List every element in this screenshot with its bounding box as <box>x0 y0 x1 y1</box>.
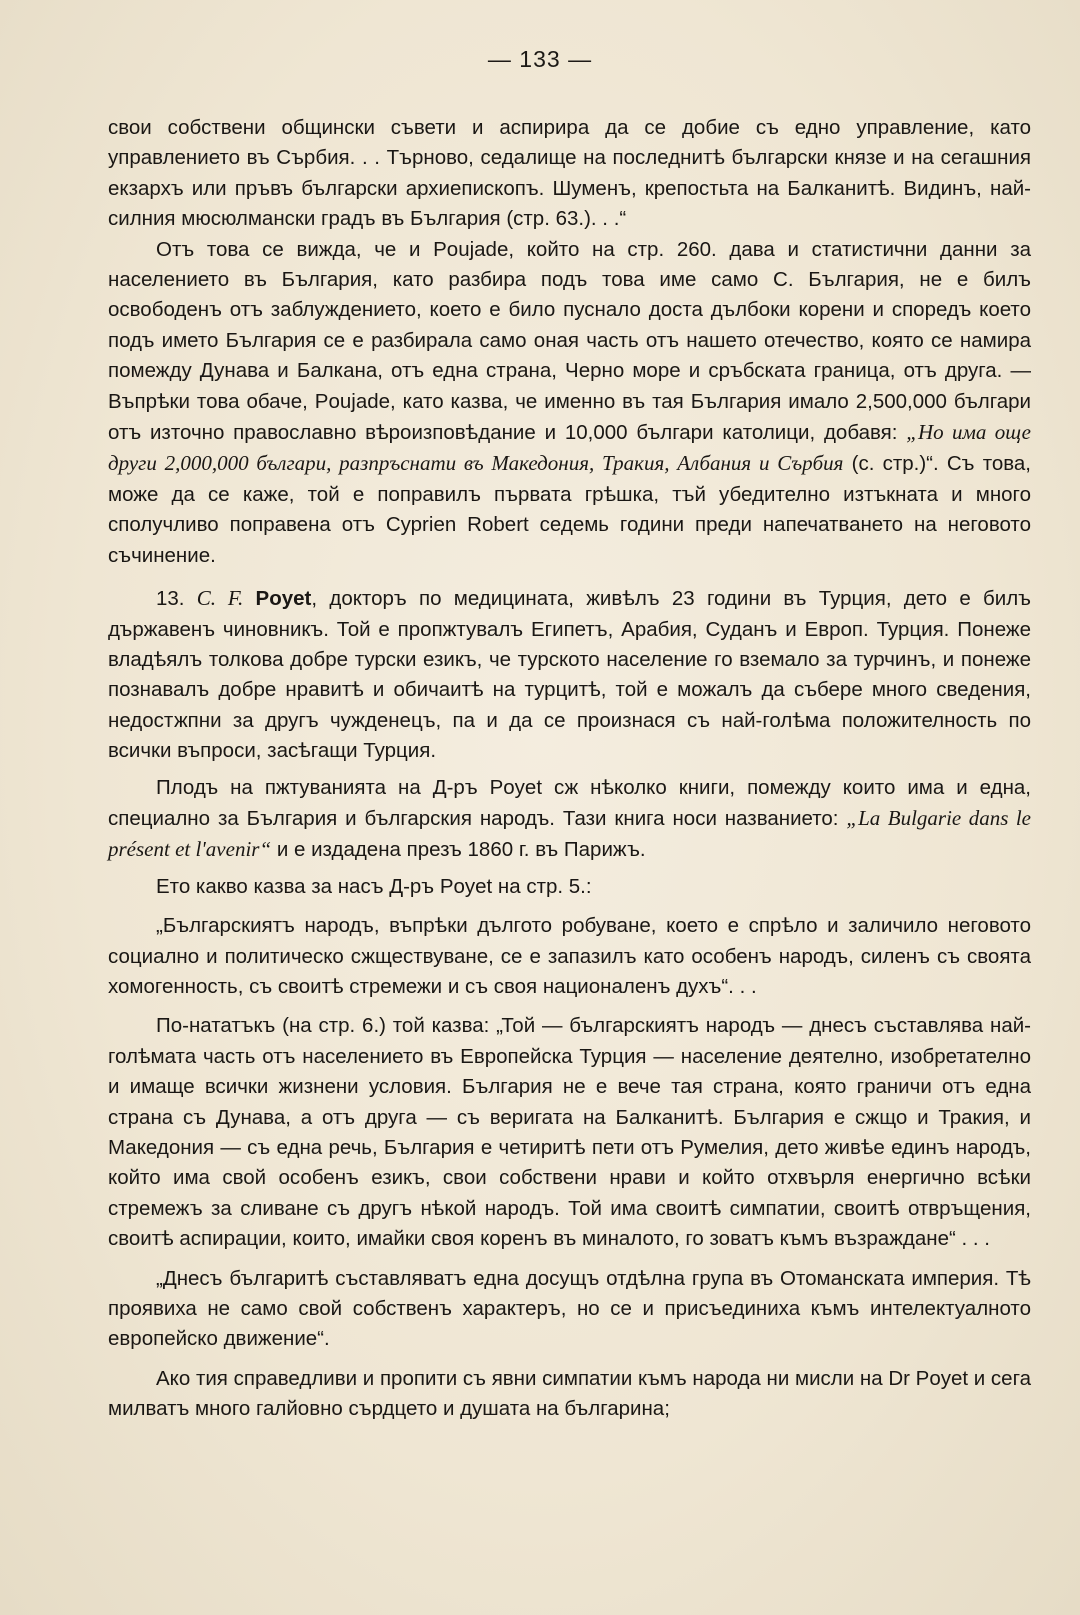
page-number: — 133 — <box>487 46 593 72</box>
paragraph-5: Ето какво казва за насъ Д-ръ Poyet на стр. 5.: <box>156 874 592 898</box>
paragraph-4-book-title: „La Bulgarie dans le présent et l'avenir“ <box>108 805 1031 862</box>
paragraph-2-quote: „Но има още други 2,000,000 българи, разпръснати въ Македония, Тракия, Албания и Сърбия <box>108 420 1031 476</box>
paragraph-3-number: 13. <box>156 587 197 611</box>
paragraph-2-text-a: Отъ това се вижда, че и Poujade, който на стр. 260. дава и статистични данни за населението въ България, като разбира подъ това име само С. България, не е билъ освободенъ отъ заблуждението, което е било пуснало доста дълбоки корени и споредъ което подъ името България се е разбирала само оная часть отъ нашето отечество, която се намира помежду Дунава и Балкана, отъ една страна, Черно море и сръбската граница, отъ друга. — Въпрѣки това обаче, Poujade, като казва, че именно въ тая България имало 2,500,000 българи отъ източно православно вѣроизповѣдание и 10,000 българи католици, добавя: <box>108 237 1031 445</box>
paragraph-3-author: Poyet <box>243 587 312 611</box>
paragraph-4-text-b: и е издадена презъ 1860 г. въ Парижъ. <box>271 838 646 862</box>
paragraph-4 <box>108 773 1031 866</box>
paragraph-6: „Българскиятъ народъ, въпрѣки дългото робуване, което е спрѣло и заличило неговото социално и политическо сжществуване, се е запазилъ като особенъ народъ, силенъ съ своята хомогенность, съ своитѣ стремежи и съ своя националенъ духъ“. . . <box>108 914 1031 998</box>
paragraph-1: свои собствени общински съвети и аспирира да се добие съ едно управление, като управлението въ Сърбия. . . Търново, седалище на последнитѣ български князе и на сегашния екзархъ или пръвъ български архиепископъ. Шуменъ, крепостьта на Балканитѣ. Видинъ, най-силния мюсюлмански градъ въ България (стр. 63.). . .“ <box>108 116 1031 231</box>
paragraph-7: По-нататъкъ (на стр. 6.) той казва: „Той — българскиятъ народъ — днесъ съставлява най-голѣмата часть отъ населението въ Европейска Турция — население деятелно, изобретателно и имаще всички жизнени условия. България не е вече тая страна, която граничи отъ една страна съ Дунава, а отъ друга — съ веригата на Балканитѣ. България е сжщо и Тракия, и Македония — съ една речь, България е четиритѣ пети отъ Румелия, дето живѣе единъ народъ, който има свой особенъ езикъ, свои собствени нрави и който отхвърля енергично всѣки стремежъ за сливане съ другъ нѣкой народъ. Той има своитѣ симпатии, своитѣ отвръщения, своитѣ аспирации, които, имайки своя коренъ въ миналото, го зоватъ къмъ възраждане“ . . . <box>108 1014 1031 1251</box>
paragraph-4-text-a: Плодъ на пжтуванията на Д-ръ Poyet сж нѣколко книги, помежду които има и една, специално за България и българския народъ. Тази книга носи названието: <box>108 775 1031 830</box>
paragraph-2-text-b: (с. стр.)“. Съ това, може да се каже, той е поправилъ първата грѣшка, тъй убедително изтъкната и много сполучливо поправена отъ Сурrien Robert седемь години преди напечатването на неговото съчинение. <box>108 452 1032 567</box>
paragraph-2 <box>108 235 1031 571</box>
paragraph-3 <box>108 583 1031 766</box>
paragraph-3-initials: C. F. <box>196 586 244 611</box>
paragraph-8: „Днесъ българитѣ съставляватъ една досущъ отдѣлна група въ Отоманската империя. Тѣ проявиха не само свой собственъ характеръ, но се и присъединиха къмъ интелектуалното европейско движение“. <box>108 1266 1031 1351</box>
paragraph-3-text: , докторъ по медицината, живѣлъ 23 години въ Турция, дето е билъ държавенъ чиновникъ. Той е пропжтувалъ Египетъ, Арабия, Суданъ и Европ. Турция. Понеже владѣялъ толкова добре турски езикъ, че турското население го вземало за турчинъ, и понеже познавалъ добре нравитѣ и обичаитѣ на турцитѣ, той е можалъ да събере много сведения, недостжпни за другъ чужденецъ, па и да се произнася съ най-голѣма положителность по всички въпроси, засѣгащи Турция. <box>108 587 1031 763</box>
text-body <box>108 113 1031 1425</box>
paragraph-9: Ако тия справедливи и пропити съ явни симпатии къмъ народа ни мисли на Dr Poyet и сега милватъ много галйовно сърдцето и душата на българина; <box>108 1366 1031 1421</box>
